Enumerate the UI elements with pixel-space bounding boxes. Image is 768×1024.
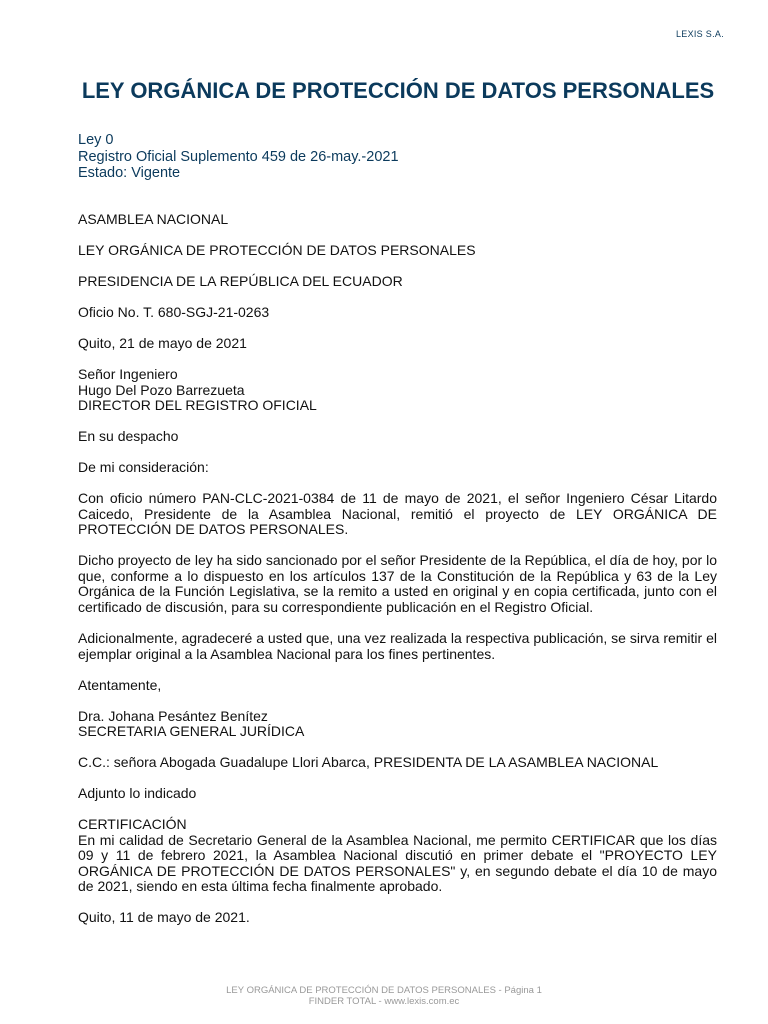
paragraph-line: C.C.: señora Abogada Guadalupe Llori Abarca, PRESIDENTA DE LA ASAMBLEA NACIONAL	[78, 754, 659, 771]
footer-source: FINDER TOTAL - www.lexis.com.ec	[308, 996, 460, 1007]
paragraph-line: Con oficio número PAN-CLC-2021-0384 de 11 de mayo de 2021, el señor Ingeniero César Litardo Caicedo, Presidente de la Asamblea Nacional, remitió el proyecto de LEY ORGÁNICA DE PROTECCIÓN DE DATOS PERSONALES.	[78, 490, 717, 538]
paragraph	[78, 709, 717, 740]
document-metadata	[78, 132, 399, 182]
paragraph-line: De mi consideración:	[78, 459, 209, 476]
paragraph-line: Hugo Del Pozo Barrezueta	[78, 381, 245, 398]
paragraph-line: Dra. Johana Pesántez Benítez	[78, 707, 268, 724]
paragraph-line: Dicho proyecto de ley ha sido sancionado por el señor Presidente de la República, el día de hoy, por lo que, conforme a lo dispuesto en los artículos 137 de la Constitución de la República y 63 de la Ley Orgánica de la Función Legislativa, se la remito a usted en original y en copia certificada, junto con el certificado de discusión, para su correspondiente publicación en el Registro Oficial.	[78, 552, 717, 616]
paragraph-line: Atentamente,	[78, 676, 162, 693]
paragraph-line: Quito, 21 de mayo de 2021	[78, 334, 247, 351]
document-body	[78, 212, 717, 941]
paragraph	[78, 243, 717, 259]
footer-title: LEY ORGÁNICA DE PROTECCIÓN DE DATOS PERSONALES - Página 1	[226, 985, 542, 996]
paragraph	[78, 336, 717, 352]
paragraph-line: SECRETARIA GENERAL JURÍDICA	[78, 723, 305, 740]
paragraph	[78, 429, 717, 445]
paragraph	[78, 755, 717, 771]
paragraph-line: DIRECTOR DEL REGISTRO OFICIAL	[78, 397, 317, 414]
publisher-header: LEXIS S.A.	[675, 29, 724, 39]
paragraph-line: LEY ORGÁNICA DE PROTECCIÓN DE DATOS PERSONALES	[78, 241, 476, 258]
paragraph	[78, 212, 717, 228]
paragraph	[78, 460, 717, 476]
paragraph-line: En mi calidad de Secretario General de la Asamblea Nacional, me permito CERTIFICAR que los días 09 y 11 de febrero 2021, la Asamblea Nacional discutió en primer debate el "PROYECTO LEY ORGÁNICA DE PROTECCIÓN DE DATOS PERSONALES" y, en segundo debate el día 10 de mayo de 2021, siendo en esta última fecha finalmente aprobado.	[78, 831, 717, 895]
paragraph	[78, 305, 717, 321]
paragraph	[78, 786, 717, 802]
paragraph	[78, 274, 717, 290]
paragraph	[78, 367, 717, 414]
page-footer	[0, 985, 768, 1007]
paragraph	[78, 553, 717, 615]
paragraph	[78, 678, 717, 694]
paragraph	[78, 910, 717, 926]
paragraph-line: Oficio No. T. 680-SGJ-21-0263	[78, 303, 270, 320]
law-number: Ley 0	[78, 132, 114, 148]
paragraph-line: Quito, 11 de mayo de 2021.	[78, 909, 250, 926]
paragraph	[78, 817, 717, 895]
paragraph-line: Adjunto lo indicado	[78, 785, 197, 802]
paragraph-line: Señor Ingeniero	[78, 365, 178, 382]
paragraph-line: ASAMBLEA NACIONAL	[78, 211, 229, 227]
paragraph-line: CERTIFICACIÓN	[78, 816, 187, 833]
law-status: Estado: Vigente	[78, 165, 181, 181]
paragraph-line: Adicionalmente, agradeceré a usted que, una vez realizada la respectiva publicación, se sirva remitir el ejemplar original a la Asamblea Nacional para los fines pertinentes.	[78, 630, 717, 662]
document-title: LEY ORGÁNICA DE PROTECCIÓN DE DATOS PERSONALES	[81, 78, 715, 103]
official-registry: Registro Oficial Suplemento 459 de 26-may.-2021	[78, 148, 399, 165]
paragraph-line: En su despacho	[78, 428, 179, 445]
paragraph	[78, 491, 717, 538]
paragraph-line: PRESIDENCIA DE LA REPÚBLICA DEL ECUADOR	[78, 272, 403, 289]
paragraph	[78, 631, 717, 662]
